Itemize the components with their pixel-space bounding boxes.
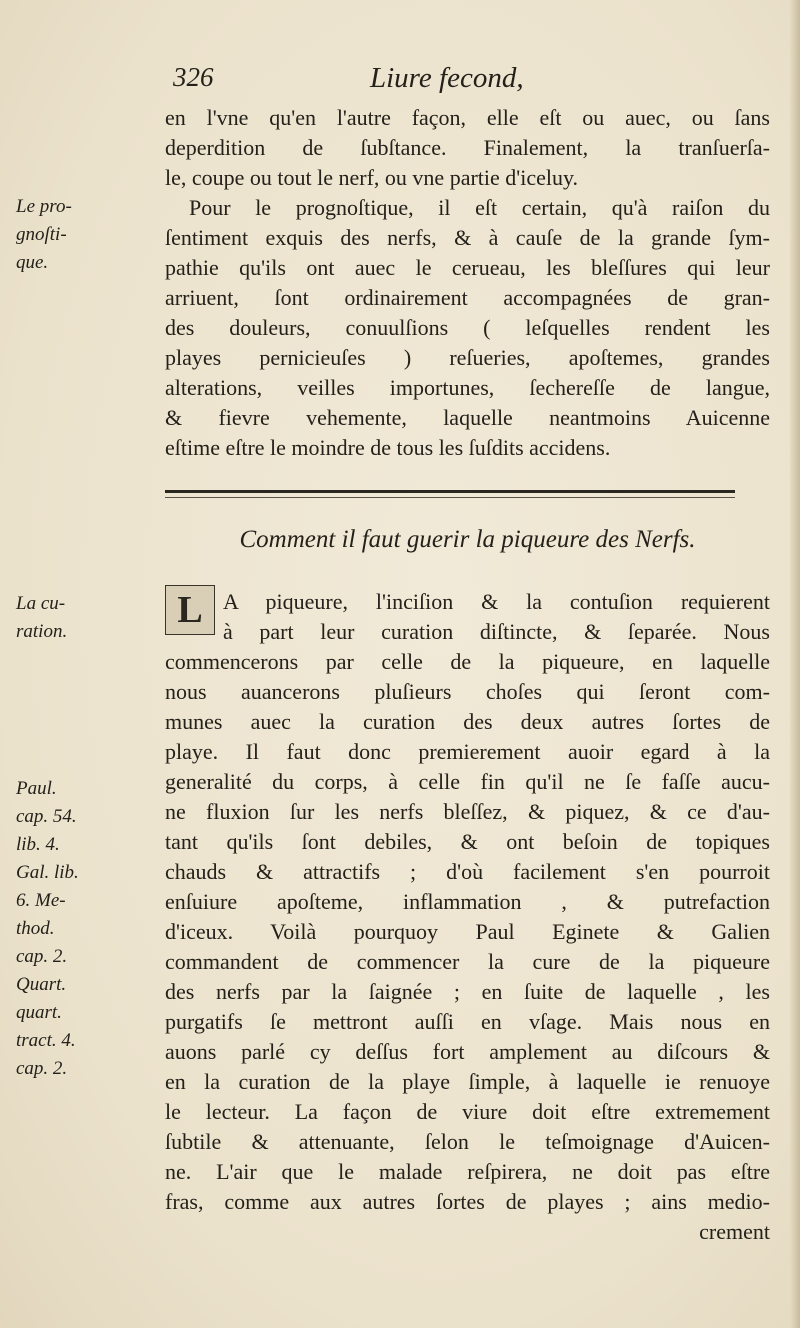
margin-note-line: quart. <box>16 1002 62 1023</box>
section-rule-thin <box>165 497 735 498</box>
margin-note-line: La cu- <box>16 593 66 614</box>
catchword: crement <box>699 1219 770 1244</box>
text-line: pathie qu'ils ont auec le cerueau, les bleſſures qui leur <box>165 255 770 280</box>
margin-note-line: Paul. <box>16 778 57 799</box>
text-line: deperdition de ſubſtance. Finalement, la tranſuerſa- <box>165 135 770 160</box>
margin-note-line: 6. Me- <box>16 890 66 911</box>
page-header <box>165 62 765 102</box>
margin-note-references <box>16 775 156 1083</box>
text-line: auons parlé cy deſſus fort amplement au diſcours & <box>165 1039 770 1064</box>
text-line: ne. L'air que le malade reſpirera, ne doit pas eſtre <box>165 1159 770 1184</box>
text-line: tant qu'ils ſont debiles, & ont beſoin de topiques <box>165 829 770 854</box>
margin-note-line: cap. 2. <box>16 1058 68 1079</box>
text-line: à part leur curation diſtincte, & ſeparée. Nous <box>223 619 770 644</box>
text-line: purgatifs ſe mettront auſſi en vſage. Mais nous en <box>165 1009 770 1034</box>
text-line: A piqueure, l'inciſion & la contuſion requierent <box>223 589 770 614</box>
drop-cap-letter: L <box>177 589 203 631</box>
text-line: fras, comme aux autres ſortes de playes ; ains medio- <box>165 1189 770 1214</box>
text-line: playe. Il faut donc premierement auoir egard à la <box>165 739 770 764</box>
page-number: 326 <box>173 62 214 92</box>
text-line: le, coupe ou tout le nerf, ou vne partie d'iceluy. <box>165 165 579 190</box>
text-line: & fievre vehemente, laquelle neantmoins Auicenne <box>165 405 770 430</box>
top-paragraph <box>165 103 770 463</box>
text-line: playes pernicieuſes ) reſueries, apoſtemes, grandes <box>165 345 770 370</box>
text-line: Pour le prognoſtique, il eſt certain, qu'à raiſon du <box>189 195 770 220</box>
text-line: ne fluxion ſur les nerfs bleſſez, & piquez, & ce d'au- <box>165 799 770 824</box>
margin-note-line: thod. <box>16 918 55 939</box>
margin-note-curation <box>16 590 156 646</box>
text-line: enſuiure apoſteme, inflammation , & putrefaction <box>165 889 770 914</box>
text-line: eſtime eſtre le moindre de tous les ſuſdits accidens. <box>165 435 611 460</box>
margin-note-line: Quart. <box>16 974 67 995</box>
text-line: alterations, veilles importunes, ſechereſſe de langue, <box>165 375 770 400</box>
text-line: ſubtile & attenuante, ſelon le teſmoignage d'Auicen- <box>165 1129 770 1154</box>
text-line: arriuent, ſont ordinairement accompagnées de gran- <box>165 285 770 310</box>
margin-note-line: cap. 54. <box>16 806 77 827</box>
page-edge <box>790 0 800 1328</box>
margin-note-line: ration. <box>16 621 68 642</box>
margin-note-line: que. <box>16 252 49 273</box>
text-line: chauds & attractifs ; d'où facilement s'en pourroit <box>165 859 770 884</box>
section-rule <box>165 490 735 493</box>
section-title: Comment il faut guerir la piqueure des Nerfs. <box>239 526 696 553</box>
margin-note-line: Gal. lib. <box>16 862 79 883</box>
text-line: des douleurs, conuulſions ( leſquelles rendent les <box>165 315 770 340</box>
margin-note-line: gnoſti- <box>16 224 67 245</box>
text-line: commandent de commencer la cure de la piqueure <box>165 949 770 974</box>
margin-note-line: cap. 2. <box>16 946 68 967</box>
margin-note-prognostic <box>16 193 156 277</box>
text-line: nous auancerons pluſieurs choſes qui ſeront com- <box>165 679 770 704</box>
text-line: generalité du corps, à celle fin qu'il ne ſe faſſe aucu- <box>165 769 770 794</box>
text-line: munes auec la curation des deux autres ſortes de <box>165 709 770 734</box>
margin-note-line: tract. 4. <box>16 1030 76 1051</box>
margin-note-line: Le pro- <box>16 196 72 217</box>
text-line: en l'vne qu'en l'autre façon, elle eſt ou auec, ou ſans <box>165 105 770 130</box>
running-head: Liure fecond, <box>370 62 524 94</box>
text-line: en la curation de la playe ſimple, à laquelle ie renuoye <box>165 1069 770 1094</box>
text-line: des nerfs par la ſaignée ; en ſuite de laquelle , les <box>165 979 770 1004</box>
text-line: ſentiment exquis des nerfs, & à cauſe de la grande ſym- <box>165 225 770 250</box>
text-line: commencerons par celle de la piqueure, en laquelle <box>165 649 770 674</box>
text-line: d'iceux. Voilà pourquoy Paul Eginete & Galien <box>165 919 770 944</box>
text-line: le lecteur. La façon de viure doit eſtre extremement <box>165 1099 770 1124</box>
margin-note-line: lib. 4. <box>16 834 60 855</box>
main-paragraph <box>165 587 770 1247</box>
